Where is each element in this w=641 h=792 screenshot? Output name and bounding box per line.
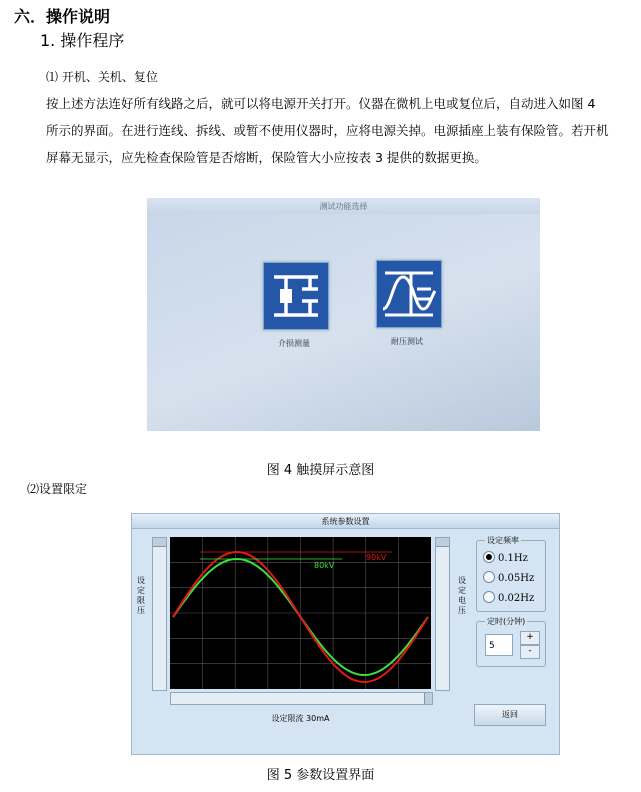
timer-input[interactable]: 5: [485, 634, 513, 656]
instruction-paragraph: 按上述方法连好所有线路之后，就可以将电源开关打开。仪器在微机上电或复位后，自动进入如图 4 所示的界面。在进行连线、拆线、或暂不使用仪器时，应将电源关掉。电源插座上装有保险管。若开机屏幕无显示，应先检查保险管是否熔断，保险管大小应按表 3 提供的数据更换。: [46, 96, 609, 165]
timer-increment-button[interactable]: +: [520, 631, 540, 645]
set-voltage-slider[interactable]: [435, 537, 450, 691]
screen-title: 测试功能选择: [319, 202, 368, 211]
parameter-settings-window: [131, 513, 560, 755]
item-heading-power: ⑴ 开机、关机、复位: [46, 70, 158, 84]
touchscreen-photo: [147, 198, 540, 431]
window-title: 系统参数设置: [321, 517, 370, 526]
subsection-title: 1. 操作程序: [40, 31, 125, 50]
freq-option-0.1hz[interactable]: [483, 551, 528, 564]
slider-thumb[interactable]: [436, 538, 449, 547]
freq-option-label: 0.1Hz: [498, 553, 528, 564]
withstand-voltage-label: 耐压测试: [391, 337, 423, 346]
screen-title-bar: [147, 198, 540, 214]
dielectric-loss-button[interactable]: [263, 262, 329, 330]
current-limit-slider[interactable]: [170, 692, 433, 705]
set-voltage-marker: 80kV: [314, 561, 335, 570]
sine-wave-icon: [377, 261, 441, 327]
voltage-limit-marker: 90kV: [366, 553, 387, 562]
withstand-voltage-button[interactable]: [376, 260, 442, 328]
figure4-caption: 图 4 触摸屏示意图: [266, 463, 375, 478]
frequency-group-title: 设定频率: [487, 536, 519, 545]
timer-group-title: 定时(分钟): [487, 617, 526, 626]
freq-option-label: 0.02Hz: [498, 593, 535, 604]
voltage-limit-slider[interactable]: [152, 537, 167, 691]
dielectric-loss-label: 介损测量: [278, 339, 310, 348]
timer-group: [476, 617, 546, 667]
section-title: 六．操作说明: [14, 7, 111, 26]
capacitor-icon: [264, 263, 328, 329]
radio-icon[interactable]: [483, 551, 495, 563]
freq-option-label: 0.05Hz: [498, 573, 535, 584]
window-title-bar: [132, 514, 559, 529]
waveform-display: [170, 537, 431, 689]
radio-icon[interactable]: [483, 591, 495, 603]
back-button[interactable]: 返回: [474, 704, 546, 726]
figure5-caption: 图 5 参数设置界面: [266, 768, 375, 783]
voltage-limit-label: 设定限压: [137, 576, 145, 615]
frequency-group: [476, 536, 546, 612]
item-heading-limit: ⑵设置限定: [27, 482, 88, 496]
freq-option-0.02hz[interactable]: [483, 591, 534, 604]
freq-option-0.05hz[interactable]: [483, 571, 534, 584]
set-voltage-label: 设定电压: [458, 576, 466, 615]
slider-thumb[interactable]: [424, 693, 432, 704]
radio-icon[interactable]: [483, 571, 495, 583]
timer-decrement-button[interactable]: -: [520, 645, 540, 659]
slider-thumb[interactable]: [153, 538, 166, 547]
current-limit-label: 设定限流 30mA: [271, 714, 330, 723]
